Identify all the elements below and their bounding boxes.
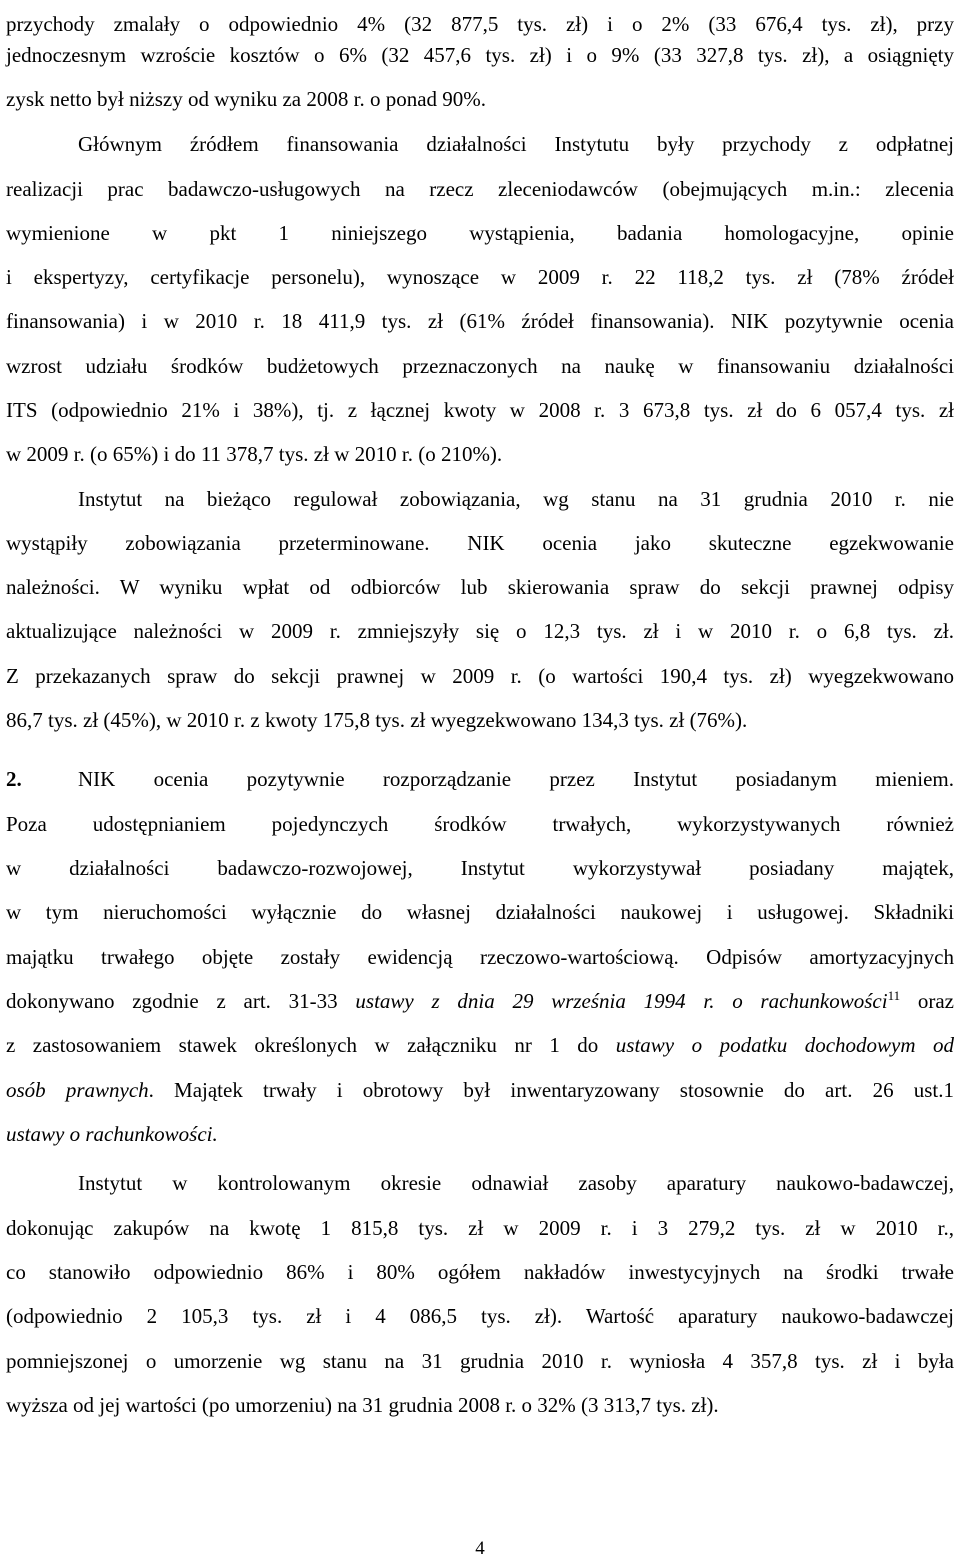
text-span: z zastosowaniem stawek określonych w załączniku nr 1 do — [6, 1033, 616, 1057]
text-line: i ekspertyzy, certyfikacje personelu), wynoszące w 2009 r. 22 118,2 tys. zł (78% źródeł — [6, 265, 954, 289]
text-line: przychody zmalały o odpowiednio 4% (32 877,5 tys. zł) i o 2% (33 676,4 tys. zł), przy — [6, 12, 954, 36]
section-number: 2. — [6, 767, 22, 791]
text-line-with-reference — [6, 1076, 954, 1104]
text-line: należności. W wyniku wpłat od odbiorców lub skierowania spraw do sekcji prawnej odpisy — [6, 575, 954, 599]
statute-title: ustawy o podatku dochodowym od — [615, 1033, 954, 1057]
text-line: Głównym źródłem finansowania działalności Instytutu były przychody z odpłatnej — [78, 132, 954, 156]
text-span: dokonywano zgodnie z art. 31-33 — [6, 989, 356, 1013]
text-line-with-reference — [6, 1120, 954, 1148]
text-line: Poza udostępnianiem pojedynczych środków trwałych, wykorzystywanych również — [6, 812, 954, 836]
text-line: majątku trwałego objęte zostały ewidencją rzeczowo-wartościową. Odpisów amortyzacyjnych — [6, 945, 954, 969]
page-number: 4 — [475, 1538, 485, 1559]
text-line-with-reference — [6, 1031, 954, 1059]
text-line: Instytut na bieżąco regulował zobowiązania, wg stanu na 31 grudnia 2010 r. nie — [78, 487, 954, 511]
text-line: aktualizujące należności w 2009 r. zmniejszyły się o 12,3 tys. zł i w 2010 r. o 6,8 tys. zł. — [6, 619, 954, 643]
statute-title: ustawy z dnia 29 września 1994 r. o rachunkowości — [355, 989, 888, 1013]
text-line: pomniejszonej o umorzenie wg stanu na 31 grudnia 2010 r. wyniosła 4 357,8 tys. zł i była — [6, 1349, 954, 1373]
text-line: ITS (odpowiednio 21% i 38%), tj. z łącznej kwoty w 2008 r. 3 673,8 tys. zł do 6 057,4 tys. zł — [6, 398, 954, 422]
footnote-marker: 11 — [887, 988, 901, 1003]
text-line: Z przekazanych spraw do sekcji prawnej w 2009 r. (o wartości 190,4 tys. zł) wyegzekwowano — [6, 664, 954, 688]
text-line: wymienione w pkt 1 niniejszego wystąpienia, badania homologacyjne, opinie — [6, 221, 954, 245]
text-line: wystąpiły zobowiązania przeterminowane. NIK ocenia jako skuteczne egzekwowanie — [6, 531, 954, 555]
text-line: co stanowiło odpowiednio 86% i 80% ogółem nakładów inwestycyjnych na środki trwałe — [6, 1260, 954, 1284]
text-line: 86,7 tys. zł (45%), w 2010 r. z kwoty 175,8 tys. zł wyegzekwowano 134,3 tys. zł (76%). — [6, 708, 748, 732]
text-line: zysk netto był niższy od wyniku za 2008 r. o ponad 90%. — [6, 87, 487, 111]
text-line: jednoczesnym wzroście kosztów o 6% (32 457,6 tys. zł) i o 9% (33 327,8 tys. zł), a osiągnięty — [6, 43, 954, 67]
section-first-line: NIK ocenia pozytywnie rozporządzanie przez Instytut posiadanym mieniem. — [78, 767, 954, 791]
text-span: . Majątek trwały i obrotowy był inwentaryzowany stosownie do art. 26 ust.1 — [148, 1078, 954, 1102]
text-line: (odpowiednio 2 105,3 tys. zł i 4 086,5 tys. zł). Wartość aparatury naukowo-badawczej — [6, 1304, 954, 1328]
text-line: finansowania) i w 2010 r. 18 411,9 tys. zł (61% źródeł finansowania). NIK pozytywnie ocenia — [6, 309, 954, 333]
statute-title: osób prawnych — [6, 1078, 149, 1102]
text-line: realizacji prac badawczo-usługowych na rzecz zleceniodawców (obejmujących m.in.: zlecenia — [6, 177, 954, 201]
text-line: w 2009 r. (o 65%) i do 11 378,7 tys. zł w 2010 r. (o 210%). — [6, 442, 503, 466]
text-line: w tym nieruchomości wyłącznie do własnej działalności naukowej i usługowej. Składniki — [6, 900, 954, 924]
statute-title: ustawy o rachunkowości. — [6, 1122, 218, 1146]
text-line: Instytut w kontrolowanym okresie odnawiał zasoby aparatury naukowo-badawczej, — [78, 1171, 954, 1195]
text-line: wzrost udziału środków budżetowych przeznaczonych na naukę w finansowaniu działalności — [6, 354, 954, 378]
section-heading-line — [6, 765, 954, 793]
text-line: dokonując zakupów na kwotę 1 815,8 tys. zł w 2009 r. i 3 279,2 tys. zł w 2010 r., — [6, 1216, 954, 1240]
text-line-with-reference — [6, 987, 954, 1015]
text-span: oraz — [900, 989, 955, 1013]
text-line: w działalności badawczo-rozwojowej, Instytut wykorzystywał posiadany majątek, — [6, 856, 954, 880]
text-line: wyższa od jej wartości (po umorzeniu) na 31 grudnia 2008 r. o 32% (3 313,7 tys. zł). — [6, 1393, 719, 1417]
